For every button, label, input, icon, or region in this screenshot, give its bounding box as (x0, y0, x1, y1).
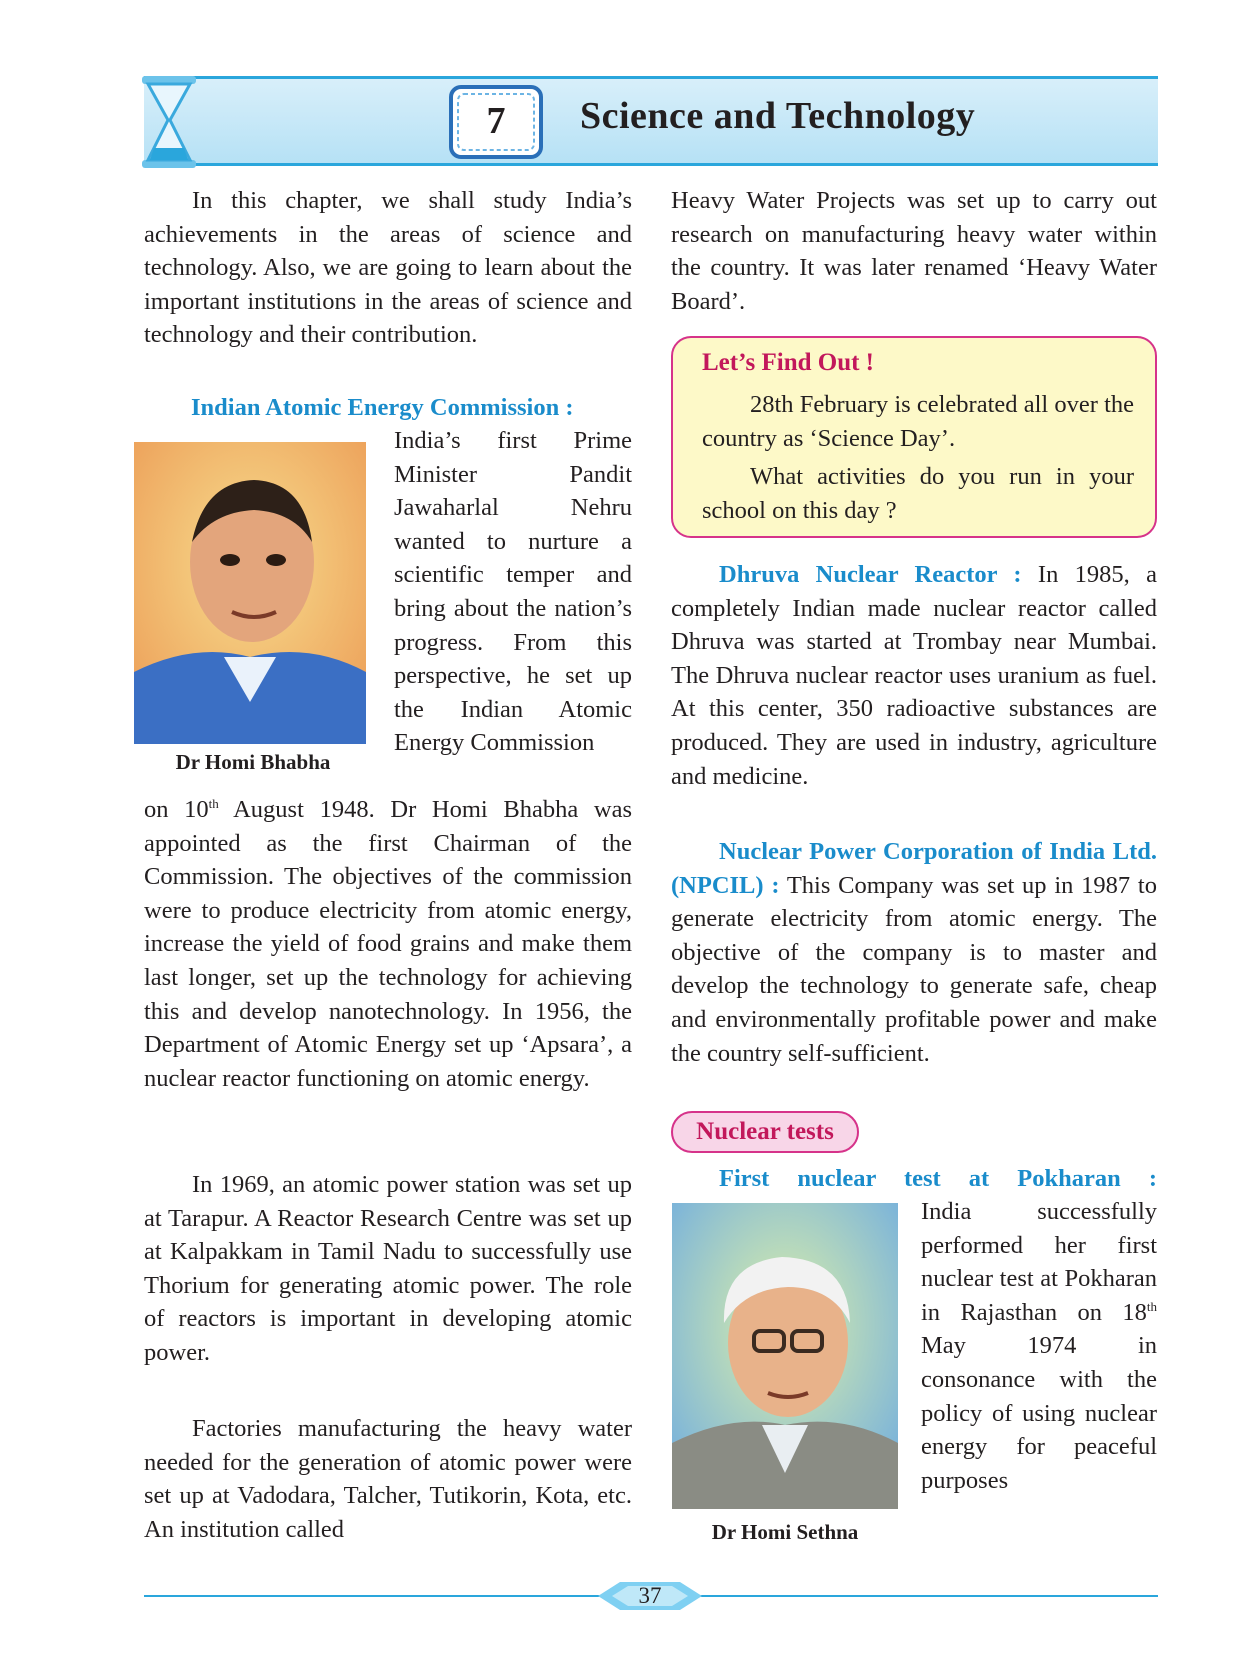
intro-paragraph: In this chapter, we shall study India’s achievements in the areas of science and technology. Also, we are going to learn about the important institutions in the areas of science and technology and their contribution. (144, 187, 632, 349)
heavy-water-text: Heavy Water Projects was set up to carry out research on manufacturing heavy water within the country. It was later renamed ‘Heavy Water Board’. (671, 187, 1157, 315)
lets-find-out-title: Let’s Find Out ! (702, 349, 874, 376)
pokharan-heading: First nuclear test at Pokharan : (719, 1165, 1157, 1192)
sethna-caption: Dr Homi Sethna (711, 1520, 859, 1544)
lets-find-out-line2: What activities do you run in your school on this day ? (702, 463, 1134, 524)
bhabha-caption: Dr Homi Bhabha (175, 750, 331, 774)
dhruva-heading: Dhruva Nuclear Reactor : (719, 561, 1022, 588)
para-1969: In 1969, an atomic power station was set up at Tarapur. A Reactor Research Centre was set up at Kalpakkam in Tamil Nadu to successfully use Thorium for generating atomic power. The role of reactors is important in developing atomic power. (144, 1171, 632, 1366)
dhruva-paragraph: Dhruva Nuclear Reactor : In 1985, a completely Indian made nuclear reactor called Dhruva was started at Trombay near Mumbai. The Dhruva nuclear reactor uses uranium as fuel. At this center, 350 radioactive substances are produced. They are used in industry, agriculture and medicine. (671, 561, 1157, 790)
page-number: 37 (638, 1583, 662, 1608)
pokharan-text: India successfully performed her first nuclear test at Pokharan in Rajasthan on 18th May 1974 in consonance with the policy of using nuclear energy for peaceful purposes (921, 1198, 1157, 1494)
iaec-continued-text: on 10th August 1948. Dr Homi Bhabha was appointed as the first Chairman of the Commission. The objectives of the commission were to produce electricity from atomic energy, increase the yield of food grains and make them last longer, set up the technology for achieving this and develop nanotechnology. In 1956, the Department of Atomic Energy set up ‘Apsara’, a nuclear reactor functioning on atomic energy. (144, 795, 632, 1092)
iaec-narrow-text: India’s first Prime Minister Pandit Jawaharlal Nehru wanted to nurture a scientific temper and bring about the nation’s progress. From this perspective, he set up the Indian Atomic Energy Commission (394, 427, 632, 757)
homi-bhabha-portrait (134, 442, 366, 744)
lets-find-out-line1: 28th February is celebrated all over the country as ‘Science Day’. (702, 391, 1134, 452)
nuclear-tests-label: Nuclear tests (671, 1111, 859, 1153)
para-factories: Factories manufacturing the heavy water needed for the generation of atomic power were set up at Vadodara, Talcher, Tutikorin, Kota, etc. An institution called (144, 1415, 632, 1543)
chapter-title: Science and Technology (580, 95, 976, 137)
hourglass-icon (140, 74, 198, 170)
homi-sethna-portrait (672, 1203, 898, 1509)
npcil-paragraph: Nuclear Power Corporation of India Ltd.(NPCIL) : This Company was set up in 1987 to generate electricity from atomic energy. The objective of the company is to master and develop the technology to generate safe, cheap and environmentally profitable power and make the country self-sufficient. (671, 838, 1157, 1067)
chapter-number: 7 (486, 100, 506, 142)
npcil-heading: Nuclear Power Corporation of India Ltd.(NPCIL) : (671, 838, 1157, 899)
iaec-heading: Indian Atomic Energy Commission : (191, 394, 574, 421)
